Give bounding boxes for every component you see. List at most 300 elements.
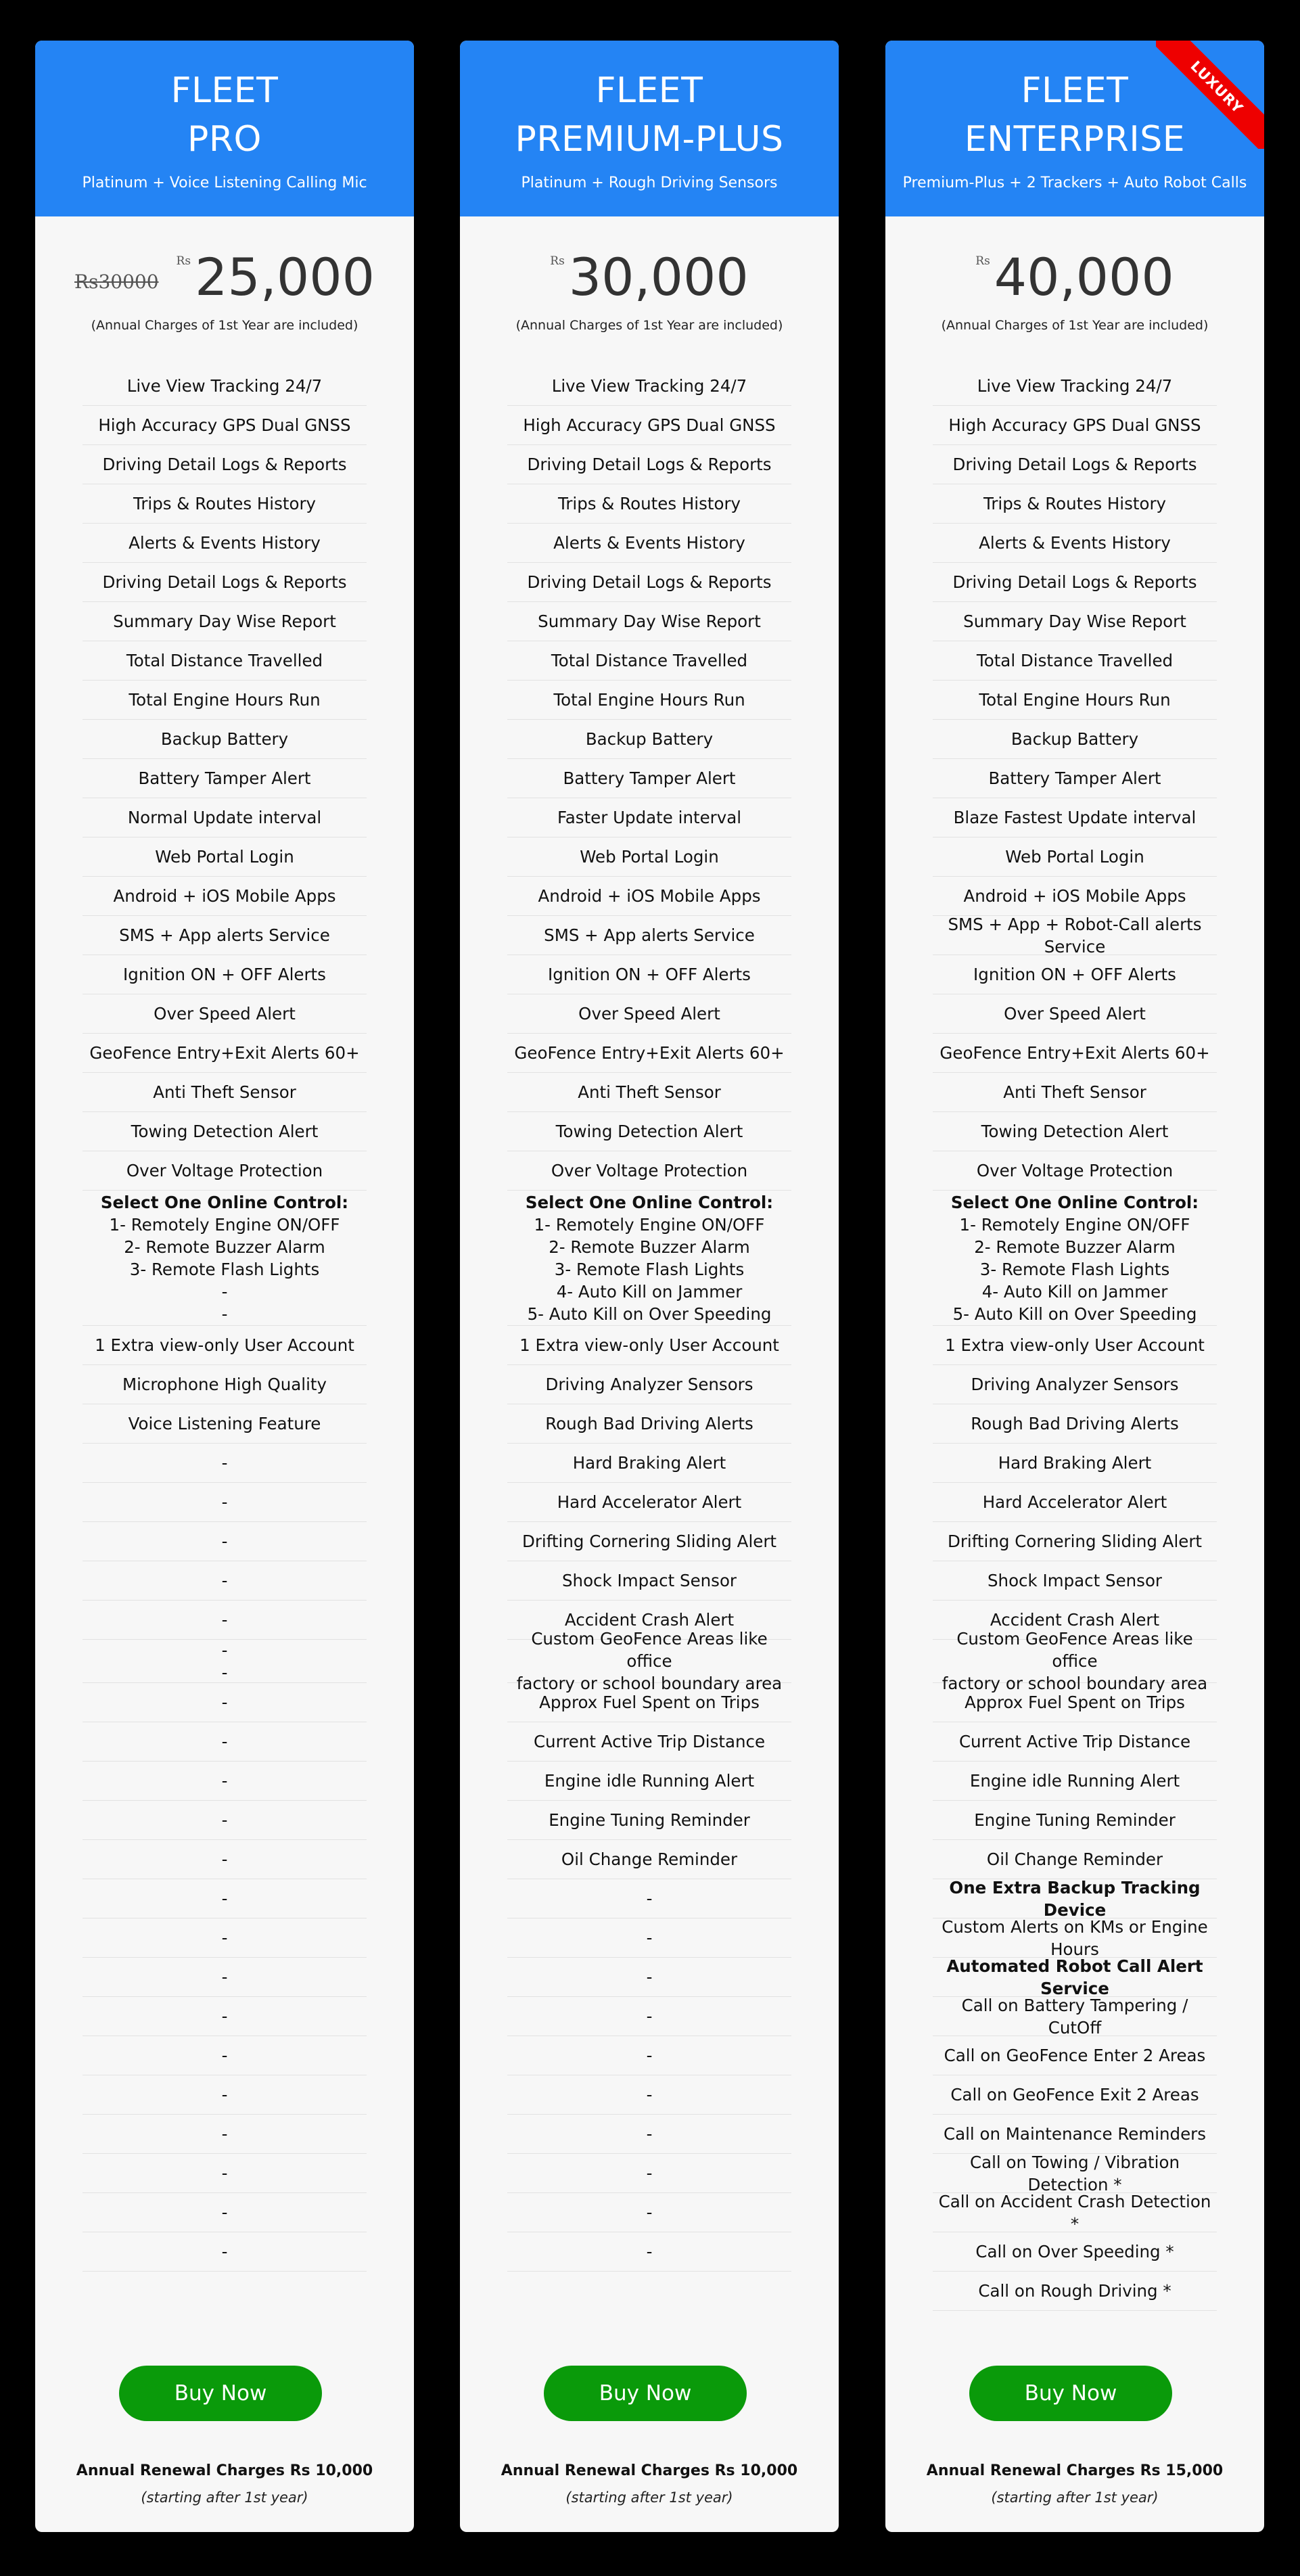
- feature-text: Backup Battery: [160, 729, 289, 749]
- feature-item: [933, 1801, 1217, 1840]
- plan-title-line2: PREMIUM-PLUS: [515, 119, 784, 160]
- feature-text: Alerts & Events History: [979, 533, 1171, 553]
- feature-item: [507, 524, 791, 563]
- feature-item: [83, 837, 367, 877]
- feature-item: [83, 681, 367, 720]
- feature-item: [933, 1522, 1217, 1561]
- plan-header: [35, 41, 414, 216]
- feature-text: Custom GeoFence Areas like office: [956, 1629, 1193, 1671]
- feature-text: Over Speed Alert: [1004, 1004, 1146, 1024]
- feature-text: SMS + App alerts Service: [119, 925, 330, 945]
- feature-text: 1- Remotely Engine ON/OFF: [534, 1214, 765, 1235]
- feature-text: -: [646, 2203, 653, 2222]
- feature-item: [933, 1997, 1217, 2036]
- feature-text: Shock Impact Sensor: [987, 1571, 1162, 1590]
- feature-item: [83, 955, 367, 994]
- feature-text: 3- Remote Flash Lights: [554, 1259, 745, 1279]
- feature-item: [83, 2075, 367, 2115]
- feature-text: -: [221, 2124, 228, 2144]
- feature-item: [507, 2154, 791, 2193]
- feature-item: [83, 1112, 367, 1151]
- plan-title-line1: FLEET: [170, 70, 279, 111]
- price-note: (Annual Charges of 1st Year are included): [91, 318, 358, 333]
- feature-text: Trips & Routes History: [133, 494, 317, 513]
- luxury-badge: LUXURY: [1156, 41, 1264, 149]
- feature-text: 2- Remote Buzzer Alarm: [549, 1237, 750, 1257]
- feature-text: 2- Remote Buzzer Alarm: [974, 1237, 1176, 1257]
- feature-text: Engine Tuning Reminder: [549, 1810, 750, 1830]
- feature-text: -: [221, 2006, 228, 2026]
- plan-title-line2: ENTERPRISE: [964, 119, 1186, 160]
- feature-text: -: [646, 2006, 653, 2026]
- feature-text: -: [646, 1967, 653, 1987]
- feature-text: -: [646, 2046, 653, 2065]
- feature-text: -: [221, 1640, 228, 1660]
- feature-text: -: [221, 1771, 228, 1791]
- feature-item: [83, 1762, 367, 1801]
- feature-item: [507, 406, 791, 445]
- feature-item: [507, 877, 791, 916]
- feature-text: SMS + App + Robot-Call alerts Service: [948, 914, 1202, 957]
- plan-subtitle: Premium-Plus + 2 Trackers + Auto Robot Calls: [902, 175, 1247, 191]
- feature-text: -: [646, 2085, 653, 2104]
- feature-text: Driving Analyzer Sensors: [545, 1375, 753, 1394]
- feature-text: 3- Remote Flash Lights: [979, 1259, 1170, 1279]
- plan-title-line1: FLEET: [1021, 70, 1129, 111]
- feature-item: [933, 1151, 1217, 1191]
- feature-item: [83, 1801, 367, 1840]
- feature-item: [933, 837, 1217, 877]
- feature-item: [933, 1365, 1217, 1404]
- feature-text: Trips & Routes History: [983, 494, 1167, 513]
- feature-item: [83, 1365, 367, 1404]
- feature-item: [933, 877, 1217, 916]
- feature-text: Oil Change Reminder: [561, 1849, 738, 1869]
- feature-item: [933, 1483, 1217, 1522]
- renewal-note: (starting after 1st year): [991, 2489, 1159, 2506]
- feature-text: Accident Crash Alert: [564, 1610, 735, 1630]
- plan-subtitle: Platinum + Voice Listening Calling Mic: [82, 175, 367, 191]
- feature-item: [83, 406, 367, 445]
- feature-text: Call on Rough Driving *: [978, 2281, 1171, 2301]
- feature-text: Trips & Routes History: [557, 494, 741, 513]
- feature-item: [83, 1326, 367, 1365]
- feature-list: [83, 367, 367, 2272]
- feature-text: Select One Online Control:: [525, 1192, 774, 1212]
- feature-item: [83, 2232, 367, 2272]
- feature-item: [83, 641, 367, 681]
- feature-item: [83, 916, 367, 955]
- feature-item: [933, 1404, 1217, 1444]
- feature-text: -: [221, 1532, 228, 1551]
- feature-text: Over Voltage Protection: [551, 1161, 748, 1180]
- feature-text: Oil Change Reminder: [986, 1849, 1163, 1869]
- feature-text: Total Engine Hours Run: [129, 690, 321, 710]
- feature-item: [507, 1483, 791, 1522]
- feature-text: Driving Detail Logs & Reports: [527, 572, 772, 592]
- feature-item: [507, 759, 791, 798]
- feature-item: [933, 955, 1217, 994]
- feature-text: Voice Listening Feature: [128, 1414, 321, 1433]
- feature-text: High Accuracy GPS Dual GNSS: [948, 415, 1201, 435]
- feature-text: Summary Day Wise Report: [113, 612, 336, 631]
- feature-text: -: [221, 2046, 228, 2065]
- feature-text: -: [221, 1732, 228, 1751]
- feature-item: [83, 877, 367, 916]
- feature-item: [507, 1326, 791, 1365]
- feature-text: -: [221, 1453, 228, 1473]
- currency-symbol: Rs: [975, 254, 990, 268]
- feature-item: [507, 1958, 791, 1997]
- feature-text: Approx Fuel Spent on Trips: [539, 1693, 760, 1712]
- feature-item: [933, 563, 1217, 602]
- plan-card-fleet-enterprise: [885, 41, 1264, 2532]
- price-note: (Annual Charges of 1st Year are included): [515, 318, 783, 333]
- feature-text: Towing Detection Alert: [555, 1122, 743, 1141]
- price-amount: 40,000: [994, 247, 1174, 307]
- feature-text: Summary Day Wise Report: [963, 612, 1186, 631]
- feature-text: -: [646, 2242, 653, 2261]
- feature-text: Towing Detection Alert: [981, 1122, 1169, 1141]
- feature-text: Driving Analyzer Sensors: [971, 1375, 1179, 1394]
- feature-text: Web Portal Login: [1005, 847, 1144, 867]
- feature-item-multiline: [83, 1640, 367, 1683]
- feature-item: [933, 2193, 1217, 2232]
- feature-text: Live View Tracking 24/7: [551, 376, 747, 396]
- feature-text: Rough Bad Driving Alerts: [545, 1414, 753, 1433]
- feature-text: SMS + App alerts Service: [544, 925, 755, 945]
- feature-item: [83, 1601, 367, 1640]
- feature-item: [507, 1112, 791, 1151]
- feature-text: Current Active Trip Distance: [958, 1732, 1191, 1751]
- feature-item: [83, 2115, 367, 2154]
- feature-item: [83, 1683, 367, 1722]
- feature-item: [83, 1722, 367, 1762]
- feature-item: [933, 1958, 1217, 1997]
- plan-title-line2: PRO: [187, 119, 262, 160]
- feature-text: Engine idle Running Alert: [969, 1771, 1180, 1791]
- feature-text: Alerts & Events History: [553, 533, 745, 553]
- plan-card-fleet-premium-plus: [460, 41, 839, 2532]
- buy-now-button[interactable]: Buy Now: [544, 2366, 747, 2421]
- feature-item: [933, 1722, 1217, 1762]
- old-price: Rs30000: [74, 271, 159, 293]
- feature-text: Live View Tracking 24/7: [977, 376, 1173, 396]
- feature-text: 4- Auto Kill on Jammer: [556, 1281, 743, 1302]
- feature-text: Android + iOS Mobile Apps: [113, 886, 336, 906]
- feature-text: 3- Remote Flash Lights: [129, 1259, 320, 1279]
- feature-item: [933, 2115, 1217, 2154]
- feature-item: [83, 1918, 367, 1958]
- feature-item: [507, 720, 791, 759]
- price-note: (Annual Charges of 1st Year are included): [941, 318, 1209, 333]
- feature-text: Towing Detection Alert: [131, 1122, 319, 1141]
- feature-item: [507, 837, 791, 877]
- feature-text: Hard Accelerator Alert: [982, 1492, 1167, 1512]
- plan-title-line1: FLEET: [595, 70, 703, 111]
- feature-item: [507, 1444, 791, 1483]
- feature-item: [83, 798, 367, 837]
- feature-item: [507, 2193, 791, 2232]
- price-amount: 25,000: [195, 247, 375, 307]
- feature-item: [83, 759, 367, 798]
- feature-item: [83, 563, 367, 602]
- feature-text: -: [221, 1810, 228, 1830]
- feature-text: -: [221, 1571, 228, 1590]
- feature-item-multiline: [933, 1629, 1217, 1693]
- feature-text: Approx Fuel Spent on Trips: [965, 1693, 1185, 1712]
- feature-text: -: [221, 1928, 228, 1948]
- plan-card-fleet-pro: [35, 41, 414, 2532]
- feature-text: Ignition ON + OFF Alerts: [123, 965, 326, 984]
- feature-item: [933, 484, 1217, 524]
- feature-text: Total Distance Travelled: [976, 651, 1174, 670]
- feature-item: [933, 1840, 1217, 1879]
- feature-text: Web Portal Login: [155, 847, 294, 867]
- feature-item: [507, 1522, 791, 1561]
- price-area: [460, 216, 839, 367]
- feature-item: [507, 1561, 791, 1601]
- feature-item: [83, 1034, 367, 1073]
- feature-item: [507, 955, 791, 994]
- feature-text: Alerts & Events History: [129, 533, 321, 553]
- feature-item: [83, 1444, 367, 1483]
- feature-item: [507, 1997, 791, 2036]
- feature-text: Select One Online Control:: [100, 1192, 349, 1212]
- renewal-charges: Annual Renewal Charges Rs 10,000: [76, 2462, 373, 2479]
- feature-item: [507, 484, 791, 524]
- feature-text: Driving Detail Logs & Reports: [102, 572, 347, 592]
- price-amount: 30,000: [568, 247, 749, 307]
- feature-text: Web Portal Login: [580, 847, 719, 867]
- feature-text: Total Distance Travelled: [551, 651, 748, 670]
- feature-item: [83, 484, 367, 524]
- feature-text: Call on GeoFence Exit 2 Areas: [950, 2085, 1199, 2104]
- online-control-item: [83, 1191, 367, 1326]
- feature-text: 4- Auto Kill on Jammer: [981, 1281, 1168, 1302]
- luxury-ribbon: [1156, 41, 1264, 149]
- feature-item: [507, 1034, 791, 1073]
- feature-text: Hard Braking Alert: [572, 1453, 726, 1473]
- feature-text: 1- Remotely Engine ON/OFF: [109, 1214, 340, 1235]
- feature-item: [83, 1483, 367, 1522]
- feature-item: [83, 2036, 367, 2075]
- feature-item: [933, 602, 1217, 641]
- currency-symbol: Rs: [176, 254, 191, 268]
- feature-item: [507, 798, 791, 837]
- feature-text: -: [221, 1610, 228, 1630]
- feature-text: factory or school boundary area: [942, 1674, 1208, 1693]
- feature-item: [507, 602, 791, 641]
- feature-item: [933, 641, 1217, 681]
- feature-text: Rough Bad Driving Alerts: [971, 1414, 1179, 1433]
- feature-list: [507, 367, 791, 2272]
- feature-text: Custom GeoFence Areas like office: [531, 1629, 768, 1671]
- feature-item: [933, 406, 1217, 445]
- feature-text: Ignition ON + OFF Alerts: [973, 965, 1176, 984]
- online-control-item: [933, 1191, 1217, 1326]
- feature-item: [933, 1879, 1217, 1918]
- feature-text: Total Engine Hours Run: [553, 690, 745, 710]
- feature-text: 1- Remotely Engine ON/OFF: [959, 1214, 1190, 1235]
- feature-text: 5- Auto Kill on Over Speeding: [527, 1304, 772, 1324]
- feature-item: [933, 759, 1217, 798]
- feature-text: Blaze Fastest Update interval: [953, 808, 1197, 827]
- feature-item: [933, 994, 1217, 1034]
- feature-text: -: [221, 1849, 228, 1869]
- feature-item: [507, 1840, 791, 1879]
- online-control-item: [507, 1191, 791, 1326]
- feature-item: [507, 2036, 791, 2075]
- feature-item: [507, 681, 791, 720]
- feature-item: [933, 1762, 1217, 1801]
- feature-text: -: [646, 2124, 653, 2144]
- feature-item: [933, 1918, 1217, 1958]
- feature-item: [83, 1958, 367, 1997]
- feature-item: [507, 2232, 791, 2272]
- feature-text: -: [221, 1281, 228, 1302]
- feature-text: -: [646, 1928, 653, 1948]
- feature-text: Automated Robot Call Alert Service: [946, 1956, 1203, 1998]
- feature-text: Total Distance Travelled: [126, 651, 323, 670]
- feature-item: [507, 641, 791, 681]
- feature-text: -: [221, 1304, 228, 1324]
- feature-text: Normal Update interval: [127, 808, 322, 827]
- feature-item: [507, 916, 791, 955]
- feature-text: Hard Braking Alert: [998, 1453, 1152, 1473]
- feature-text: Android + iOS Mobile Apps: [538, 886, 761, 906]
- renewal-note: (starting after 1st year): [565, 2489, 733, 2506]
- feature-text: Call on Towing / Vibration Detection *: [970, 2152, 1180, 2194]
- feature-item: [83, 2154, 367, 2193]
- feature-text: Call on GeoFence Enter 2 Areas: [944, 2046, 1206, 2065]
- feature-text: -: [221, 2085, 228, 2104]
- feature-text: Engine Tuning Reminder: [974, 1810, 1176, 1830]
- feature-text: Driving Detail Logs & Reports: [952, 572, 1197, 592]
- feature-list: [933, 367, 1217, 2311]
- feature-item: [507, 2115, 791, 2154]
- feature-item: [507, 1879, 791, 1918]
- feature-text: 1 Extra view-only User Account: [519, 1335, 779, 1355]
- feature-text: -: [221, 2163, 228, 2183]
- feature-text: GeoFence Entry+Exit Alerts 60+: [514, 1043, 785, 1063]
- feature-item: [507, 1404, 791, 1444]
- renewal-charges: Annual Renewal Charges Rs 15,000: [926, 2462, 1224, 2479]
- feature-text: Call on Accident Crash Detection *: [938, 2191, 1211, 2234]
- feature-text: Over Voltage Protection: [126, 1161, 323, 1180]
- feature-item: [933, 1073, 1217, 1112]
- feature-text: High Accuracy GPS Dual GNSS: [98, 415, 351, 435]
- buy-now-button[interactable]: Buy Now: [119, 2366, 322, 2421]
- feature-text: Call on Battery Tampering / CutOff: [961, 1995, 1188, 2038]
- feature-text: Drifting Cornering Sliding Alert: [947, 1532, 1203, 1551]
- feature-item: [933, 1326, 1217, 1365]
- feature-text: -: [221, 2203, 228, 2222]
- buy-now-button[interactable]: Buy Now: [969, 2366, 1172, 2421]
- feature-item: [507, 563, 791, 602]
- feature-text: Shock Impact Sensor: [561, 1571, 737, 1590]
- feature-text: -: [221, 1492, 228, 1512]
- feature-text: Accident Crash Alert: [990, 1610, 1160, 1630]
- feature-text: Faster Update interval: [557, 808, 742, 827]
- feature-item: [83, 602, 367, 641]
- feature-text: Anti Theft Sensor: [1003, 1082, 1146, 1102]
- feature-item: [507, 367, 791, 406]
- feature-text: Over Speed Alert: [578, 1004, 720, 1024]
- feature-text: Driving Detail Logs & Reports: [952, 455, 1197, 474]
- feature-text: Summary Day Wise Report: [538, 612, 761, 631]
- feature-text: Live View Tracking 24/7: [126, 376, 323, 396]
- feature-item: [507, 1151, 791, 1191]
- feature-text: -: [221, 1662, 228, 1682]
- feature-text: Current Active Trip Distance: [533, 1732, 766, 1751]
- feature-text: -: [221, 1967, 228, 1987]
- plan-subtitle: Platinum + Rough Driving Sensors: [521, 175, 778, 191]
- feature-item: [83, 1073, 367, 1112]
- feature-item: [83, 1879, 367, 1918]
- feature-item: [83, 1151, 367, 1191]
- feature-item: [83, 1404, 367, 1444]
- feature-item: [83, 445, 367, 484]
- feature-text: -: [221, 1889, 228, 1908]
- feature-text: Battery Tamper Alert: [988, 768, 1161, 788]
- feature-item: [933, 1034, 1217, 1073]
- feature-text: High Accuracy GPS Dual GNSS: [523, 415, 776, 435]
- feature-text: GeoFence Entry+Exit Alerts 60+: [89, 1043, 360, 1063]
- feature-text: Microphone High Quality: [122, 1375, 327, 1394]
- feature-item: [507, 994, 791, 1034]
- feature-item: [933, 681, 1217, 720]
- feature-item: [83, 994, 367, 1034]
- feature-item: [933, 1112, 1217, 1151]
- feature-item: [933, 2075, 1217, 2115]
- feature-text: Select One Online Control:: [950, 1192, 1199, 1212]
- feature-text: -: [221, 1693, 228, 1712]
- feature-item: [83, 524, 367, 563]
- feature-text: Anti Theft Sensor: [153, 1082, 296, 1102]
- feature-item: [83, 720, 367, 759]
- feature-text: Battery Tamper Alert: [563, 768, 736, 788]
- feature-item: [933, 798, 1217, 837]
- feature-text: Backup Battery: [1011, 729, 1139, 749]
- feature-text: Driving Detail Logs & Reports: [527, 455, 772, 474]
- feature-text: Anti Theft Sensor: [578, 1082, 721, 1102]
- feature-item: [507, 1365, 791, 1404]
- feature-item: [83, 367, 367, 406]
- feature-item: [83, 2193, 367, 2232]
- feature-item: [933, 367, 1217, 406]
- feature-text: One Extra Backup Tracking Device: [949, 1877, 1201, 1920]
- feature-item: [933, 445, 1217, 484]
- feature-text: Over Voltage Protection: [976, 1161, 1174, 1180]
- feature-text: Battery Tamper Alert: [138, 768, 311, 788]
- feature-item: [507, 1762, 791, 1801]
- feature-item: [933, 2232, 1217, 2272]
- feature-item: [507, 1722, 791, 1762]
- feature-text: Call on Over Speeding *: [975, 2242, 1174, 2261]
- feature-item: [933, 2272, 1217, 2311]
- feature-text: Custom Alerts on KMs or Engine Hours: [942, 1916, 1208, 1959]
- feature-item: [933, 1444, 1217, 1483]
- feature-text: 1 Extra view-only User Account: [945, 1335, 1205, 1355]
- feature-item: [507, 1801, 791, 1840]
- feature-text: Call on Maintenance Reminders: [943, 2124, 1207, 2144]
- feature-text: GeoFence Entry+Exit Alerts 60+: [939, 1043, 1210, 1063]
- feature-text: -: [221, 2242, 228, 2261]
- feature-text: Ignition ON + OFF Alerts: [548, 965, 751, 984]
- feature-text: Backup Battery: [585, 729, 714, 749]
- feature-item: [933, 524, 1217, 563]
